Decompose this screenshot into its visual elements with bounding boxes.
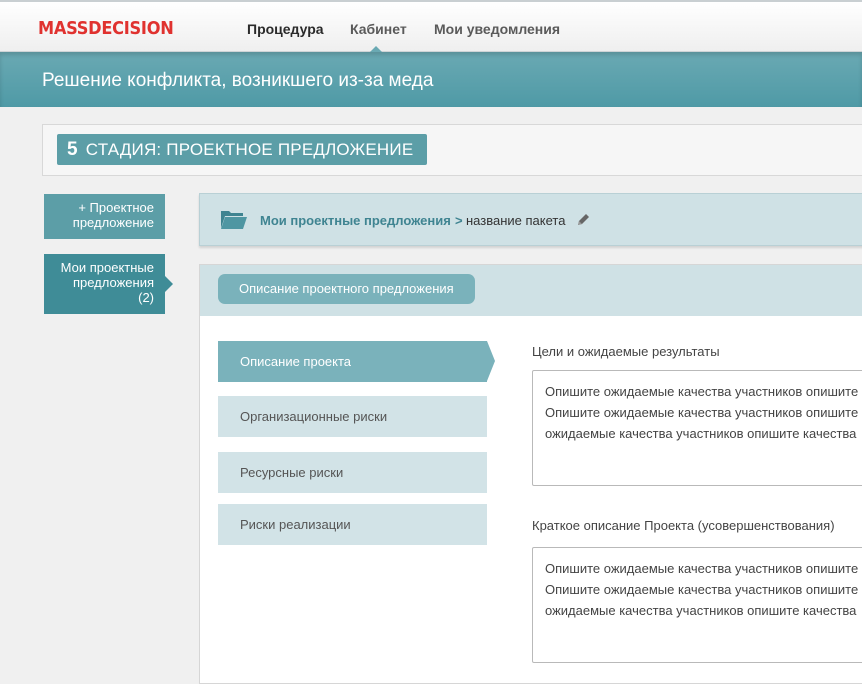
folder-icon (220, 208, 248, 230)
section-item-implementation-risks[interactable]: Риски реализации (218, 504, 487, 545)
tab-proposal-description[interactable]: Описание проектного предложения (218, 274, 475, 304)
nav-item-procedure[interactable]: Процедура (247, 21, 324, 37)
page-title-banner (0, 52, 862, 107)
goals-text-line: Опишите ожидаемые качества участников опишите (545, 384, 859, 399)
proposal-content-panel (199, 264, 862, 684)
short-description-text-line: Опишите ожидаемые качества участников опишите (545, 582, 859, 597)
short-description-text-line: ожидаемые качества участников опишите качества (545, 603, 857, 618)
stage-number: 5 (67, 139, 78, 160)
goals-text-line: ожидаемые качества участников опишите качества (545, 426, 857, 441)
massdecision-logo[interactable] (38, 18, 173, 42)
new-proposal-button[interactable]: + Проектное предложение (44, 194, 165, 239)
short-description-field-label: Краткое описание Проекта (усовершенствования) (532, 518, 835, 533)
my-proposals-count: (2) (138, 290, 154, 305)
breadcrumb-link-my-proposals[interactable]: Мои проектные предложения (260, 213, 451, 228)
breadcrumb (199, 193, 862, 246)
short-description-textarea[interactable] (532, 547, 862, 663)
goals-field-label: Цели и ожидаемые результаты (532, 344, 720, 359)
my-proposals-label: Мои проектные предложения (60, 260, 154, 290)
top-navigation-bar (0, 0, 862, 52)
page-title: Решение конфликта, возникшего из-за меда (42, 70, 434, 91)
stage-badge (57, 134, 427, 165)
stage-panel (42, 124, 862, 176)
my-proposals-button[interactable] (44, 254, 165, 314)
stage-label: СТАДИЯ: ПРОЕКТНОЕ ПРЕДЛОЖЕНИЕ (85, 140, 414, 159)
logo-text: MASSDECISION (38, 18, 174, 39)
goals-text-line: Опишите ожидаемые качества участников опишите (545, 405, 859, 420)
section-item-organizational-risks[interactable]: Организационные риски (218, 396, 487, 437)
section-item-resource-risks[interactable]: Ресурсные риски (218, 452, 487, 493)
nav-item-cabinet[interactable]: Кабинет (350, 21, 407, 37)
breadcrumb-separator: > (455, 213, 463, 228)
breadcrumb-current-package: название пакета (466, 213, 566, 228)
pencil-edit-icon[interactable] (577, 213, 590, 226)
short-description-text-line: Опишите ожидаемые качества участников опишите (545, 561, 859, 576)
goals-textarea[interactable] (532, 370, 862, 486)
content-header (200, 265, 862, 316)
section-item-project-description[interactable]: Описание проекта (218, 341, 487, 382)
nav-item-notifications[interactable]: Мои уведомления (434, 21, 561, 37)
